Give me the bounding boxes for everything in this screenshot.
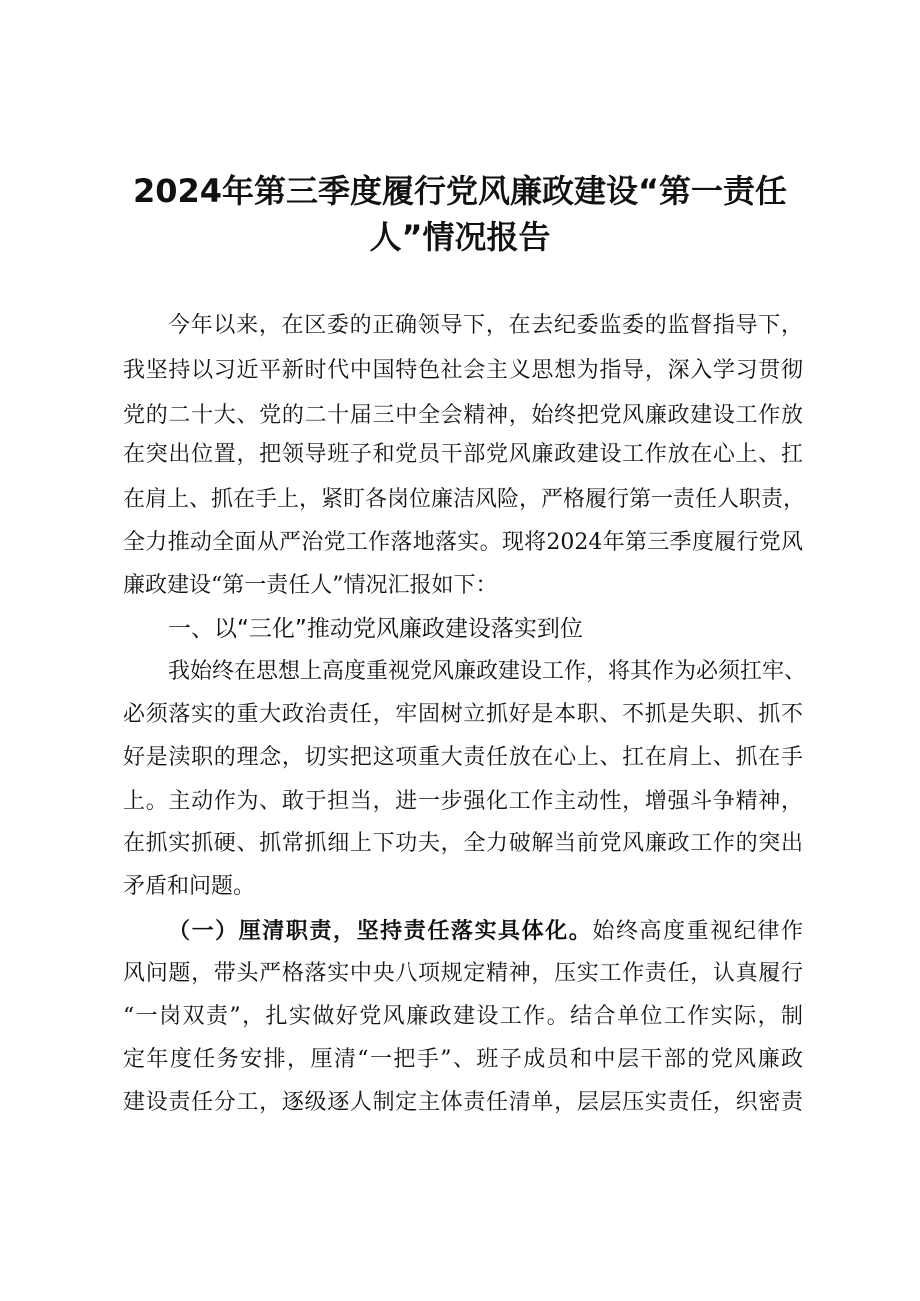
subsection-first-line [168, 916, 803, 947]
section-paragraph-line: 矛盾和问题。 [123, 874, 256, 899]
intro-line: 在突出位置，把领导班子和党员干部党风廉政建设工作放在心上、扛 [123, 442, 803, 467]
section-paragraph-line: 我始终在思想上高度重视党风廉政建设工作，将其作为必须扛牢、 [168, 659, 807, 684]
intro-line: 在肩上、抓在手上，紧盯各岗位廉洁风险，严格履行第一责任人职责， [123, 487, 806, 512]
intro-line: 我坚持以习近平新时代中国特色社会主义思想为指导，深入学习贯彻 [123, 358, 803, 383]
page-title [120, 168, 800, 260]
intro-line: 廉政建设“第一责任人”情况汇报如下： [123, 573, 498, 598]
section-heading: 一、以“三化”推动党风廉政建设落实到位 [168, 616, 583, 642]
section-paragraph-line: 上。主动作为、敢于担当，进一步强化工作主动性，增强斗争精神， [123, 789, 803, 814]
title-line-2: 人”情况报告 [369, 218, 551, 256]
intro-line: 全力推动全面从严治党工作落地落实。现将2024年第三季度履行党风 [123, 530, 803, 555]
subsection-line: 定年度任务安排，厘清“一把手”、班子成员和中层干部的党风廉政 [123, 1047, 803, 1072]
section-paragraph-line: 必须落实的重大政治责任，牢固树立抓好是本职、不抓是失职、抓不 [123, 702, 803, 727]
subsection-line: 建设责任分工，逐级逐人制定主体责任清单，层层压实责任，织密责 [123, 1090, 803, 1115]
intro-line: 党的二十大、党的二十届三中全会精神，始终把党风廉政建设工作放 [123, 403, 803, 428]
intro-line: 今年以来，在区委的正确领导下，在去纪委监委的监督指导下， [168, 313, 803, 338]
section-paragraph-line: 在抓实抓硬、抓常抓细上下功夫，全力破解当前党风廉政工作的突出 [123, 831, 803, 856]
subsection-bold-lead: （一）厘清职责，坚持责任落实具体化。 [168, 918, 593, 944]
subsection-first-line-rest: 始终高度重视纪律作 [592, 919, 803, 944]
title-line-1: 2024年第三季度履行党风廉政建设“第一责任 [132, 172, 788, 210]
subsection-line: “一岗双责”，扎实做好党风廉政建设工作。结合单位工作实际，制 [123, 1004, 803, 1029]
section-paragraph-line: 好是渎职的理念，切实把这项重大责任放在心上、扛在肩上、抓在手 [123, 745, 803, 770]
subsection-line: 风问题，带头严格落实中央八项规定精神，压实工作责任，认真履行 [123, 961, 803, 986]
